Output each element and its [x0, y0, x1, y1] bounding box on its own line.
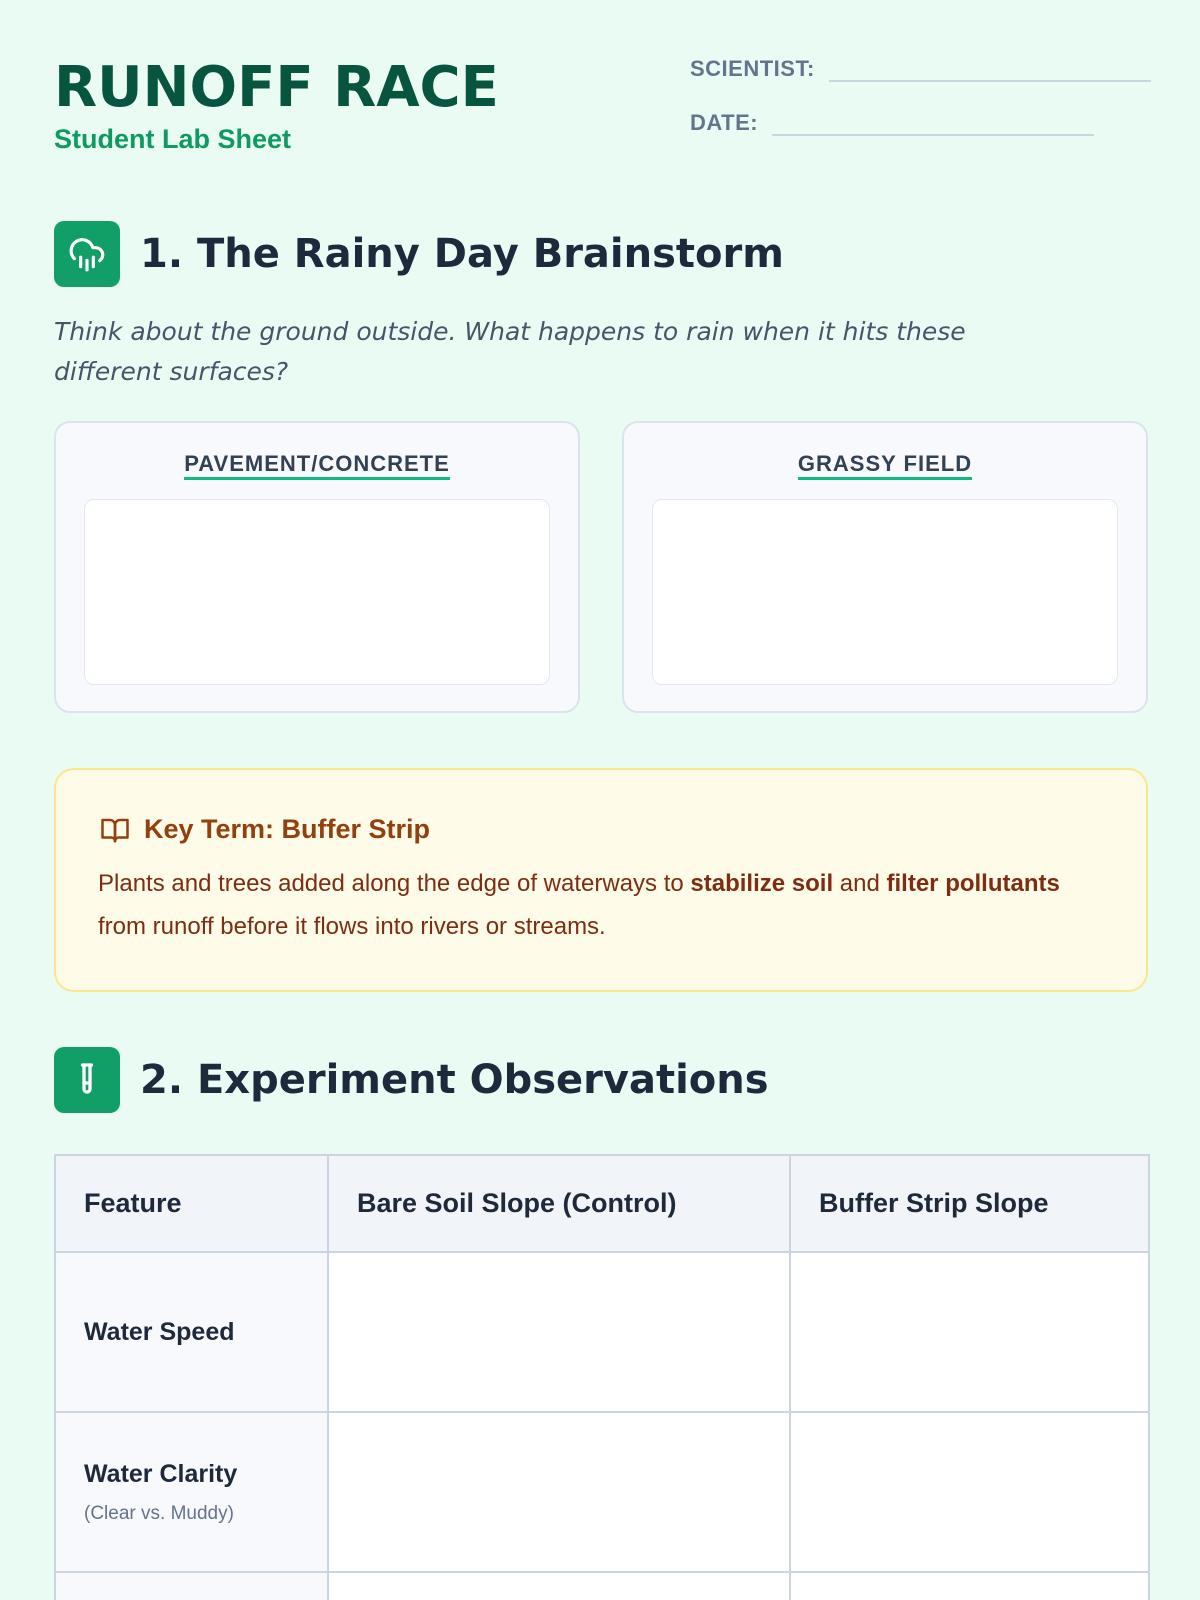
column-header-feature: Feature [55, 1155, 328, 1252]
table-row [55, 1572, 1149, 1600]
scientist-label: SCIENTIST: [690, 56, 815, 81]
row-label-water-speed [55, 1252, 328, 1412]
date-field[interactable] [772, 110, 1094, 136]
column-header-bare-soil: Bare Soil Slope (Control) [328, 1155, 790, 1252]
key-term-heading [98, 814, 430, 845]
table-header-row [55, 1155, 1149, 1252]
definition-text: Plants and trees added along the edge of waterways to [98, 870, 691, 897]
pavement-card [54, 421, 580, 713]
section-2-title: 2. Experiment Observations [140, 1057, 769, 1103]
table-row [55, 1252, 1149, 1412]
row-label-next [55, 1572, 328, 1600]
key-term-callout [54, 768, 1148, 992]
test-tube-icon [54, 1047, 120, 1113]
scientist-field[interactable] [829, 56, 1151, 82]
section-1-title: 1. The Rainy Day Brainstorm [140, 231, 784, 277]
section-1-intro: Think about the ground outside. What happens to rain when it hits these different surfaces? [54, 317, 966, 386]
pavement-answer-box[interactable] [84, 499, 550, 685]
definition-emphasis-1: stabilize soil [690, 870, 834, 897]
row-label-text: Water Speed [84, 1317, 235, 1346]
key-term-title: Key Term: Buffer Strip [144, 814, 431, 844]
row-label-text: Water Clarity [84, 1459, 238, 1488]
buffer-strip-water-clarity-cell[interactable] [790, 1412, 1149, 1572]
row-label-water-clarity [55, 1412, 328, 1572]
book-open-icon [98, 815, 132, 845]
date-label: DATE: [690, 110, 759, 135]
row-label-note: (Clear vs. Muddy) [84, 1502, 234, 1524]
buffer-strip-water-speed-cell[interactable] [790, 1252, 1149, 1412]
definition-emphasis-2: filter pollutants [886, 870, 1060, 897]
key-term-definition [98, 862, 1108, 948]
table-row [55, 1412, 1149, 1572]
grassy-field-answer-box[interactable] [652, 499, 1118, 685]
bare-soil-water-clarity-cell[interactable] [328, 1412, 790, 1572]
buffer-strip-next-cell[interactable] [790, 1572, 1149, 1600]
definition-text: from runoff before it flows into rivers or streams. [98, 913, 606, 940]
bare-soil-next-cell[interactable] [328, 1572, 790, 1600]
page-title: RUNOFF RACE [54, 55, 499, 120]
grassy-field-card [622, 421, 1148, 713]
scientist-row [690, 56, 1151, 82]
page-header [54, 55, 499, 155]
page-subtitle: Student Lab Sheet [54, 124, 292, 154]
section-2-header [54, 1047, 769, 1113]
column-header-buffer-strip: Buffer Strip Slope [790, 1155, 1149, 1252]
bare-soil-water-speed-cell[interactable] [328, 1252, 790, 1412]
section-1-header [54, 221, 784, 287]
grassy-field-label: GRASSY FIELD [798, 451, 972, 480]
definition-text: and [833, 870, 887, 897]
pavement-label: PAVEMENT/CONCRETE [184, 451, 450, 480]
observations-table [54, 1154, 1150, 1600]
date-row [690, 110, 1094, 136]
cloud-rain-icon [54, 221, 120, 287]
